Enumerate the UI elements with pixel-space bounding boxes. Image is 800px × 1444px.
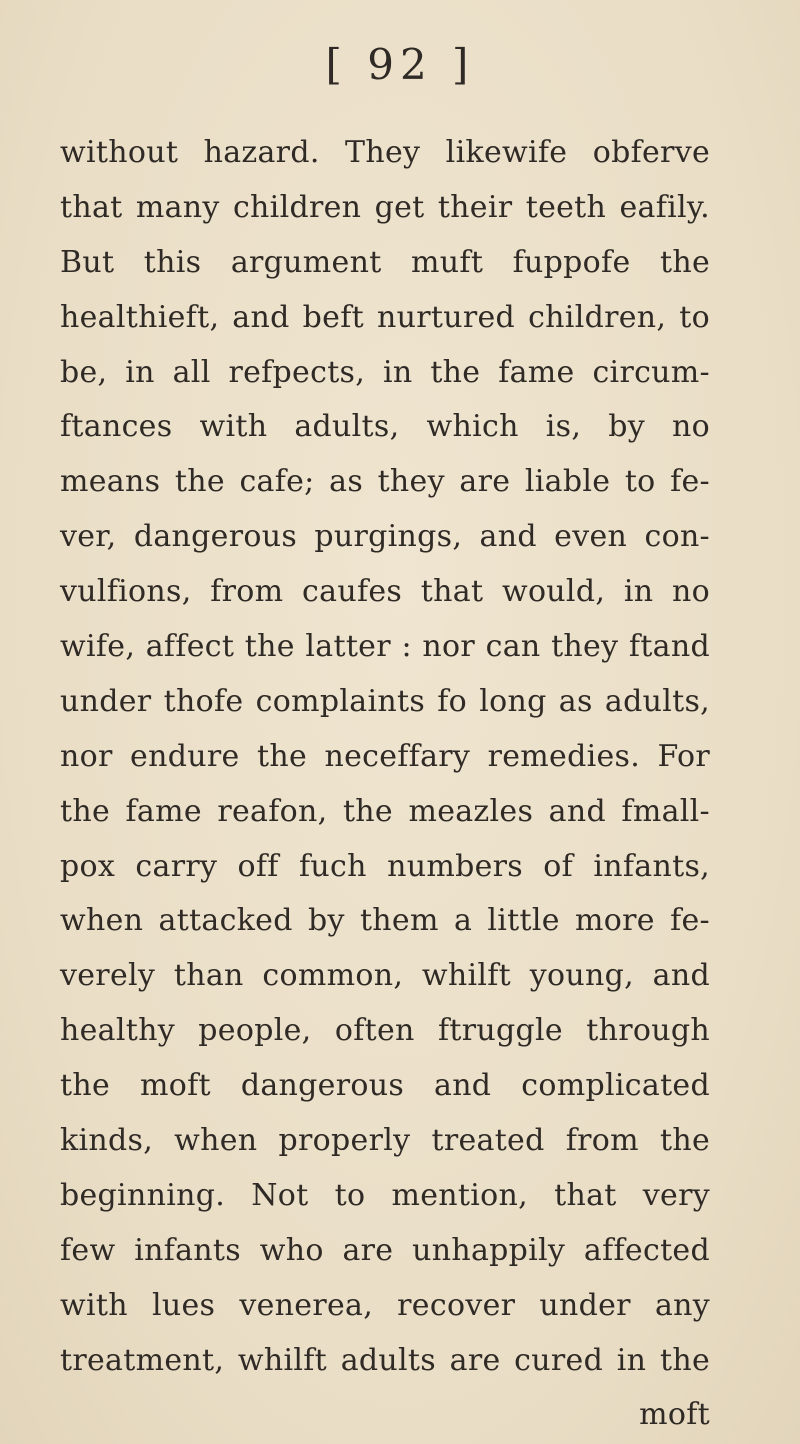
text-line: the fame reafon, the meazles and fmall- [60, 793, 710, 829]
text-line: under thofe complaints fo long as adults, [60, 683, 710, 719]
text-line: ver, dangerous purgings, and even con- [60, 519, 710, 555]
text-line: healthy people, often ftruggle through [60, 1013, 710, 1049]
text-line: vulfions, from caufes that would, in no [60, 574, 710, 610]
text-line: But this argument muft fuppofe the [60, 244, 710, 280]
text-line: few infants who are unhappily affected [60, 1232, 710, 1268]
text-line: without hazard. They likewife obferve [60, 135, 710, 170]
text-line: pox carry off fuch numbers of infants, [60, 848, 710, 884]
text-line: treatment, whilft adults are cured in the [60, 1342, 710, 1378]
text-line: kinds, when properly treated from the [60, 1123, 710, 1159]
text-line: beginning. Not to mention, that very [60, 1177, 710, 1213]
text-line: healthieft, and beft nurtured children, to [60, 299, 710, 335]
catchword: moft [639, 1397, 710, 1433]
text-line: when attacked by them a little more fe- [60, 903, 710, 939]
text-line: nor endure the neceffary remedies. For [60, 738, 710, 774]
text-line: the moft dangerous and complicated [60, 1068, 710, 1104]
text-line: means the cafe; as they are liable to fe- [60, 464, 710, 500]
text-line: with lues venerea, recover under any [60, 1287, 710, 1323]
text-line: ftances with adults, which is, by no [60, 409, 710, 445]
text-line: be, in all refpects, in the fame circum- [60, 354, 710, 390]
body-text [60, 126, 710, 1443]
text-line: that many children get their teeth eafily. [60, 189, 710, 225]
text-line: verely than common, whilft young, and [60, 958, 710, 994]
text-line: wife, affect the latter : nor can they ftand [60, 629, 710, 665]
page-number: [ 92 ] [325, 40, 475, 89]
